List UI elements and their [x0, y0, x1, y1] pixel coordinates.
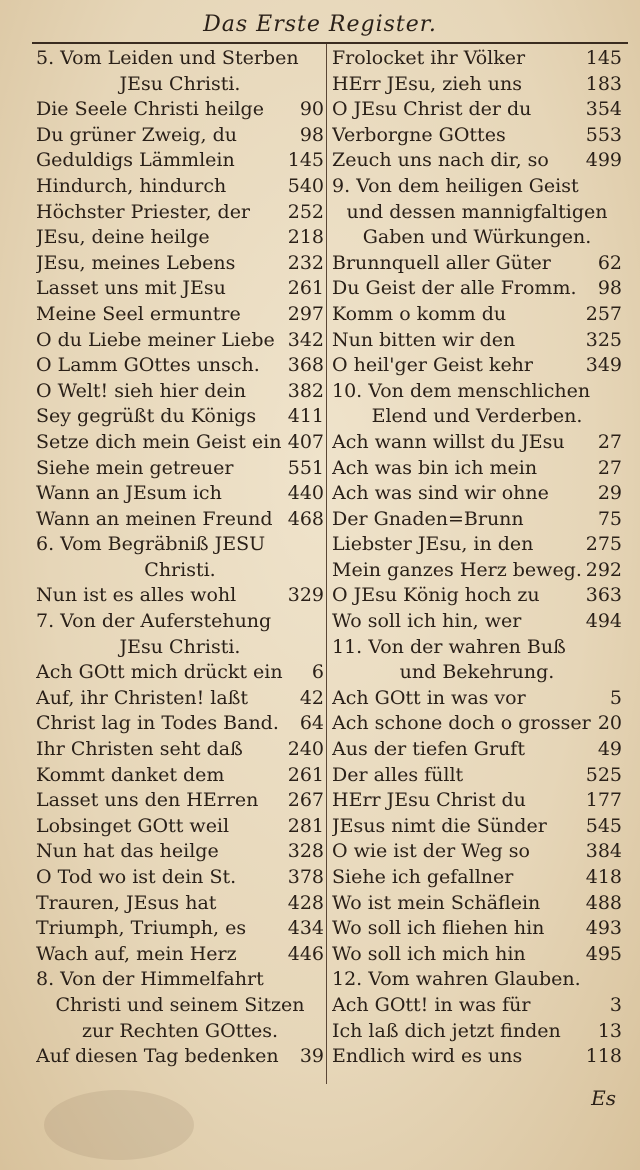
hymn-number: 145 [287, 149, 324, 172]
hymn-number: 64 [299, 712, 324, 735]
hymn-incipit: Mein ganzes Herz beweg. [332, 558, 582, 581]
index-entry [332, 251, 622, 277]
hymn-number: 411 [287, 405, 324, 428]
hymn-incipit: HErr JEsu, zieh uns [332, 72, 523, 95]
index-entry [36, 583, 324, 609]
hymn-incipit: Nun hat das heilge [36, 840, 219, 863]
index-entry [332, 481, 622, 507]
index-entry [332, 97, 622, 123]
hymn-number: 218 [287, 226, 324, 249]
hymn-number: 342 [287, 328, 324, 351]
hymn-number: 29 [597, 482, 622, 505]
heading-text: JEsu Christi. [119, 635, 241, 658]
heading-text: Gaben und Würkungen. [362, 226, 592, 249]
index-entry [36, 788, 324, 814]
index-entry [332, 609, 622, 635]
hymn-incipit: Ach GOtt in was vor [332, 686, 526, 709]
hymn-number: 428 [287, 891, 324, 914]
hymn-number: 267 [287, 789, 324, 812]
index-entry [36, 507, 324, 533]
index-entry [36, 711, 324, 737]
index-entry [332, 148, 622, 174]
catchword: Es [591, 1086, 616, 1110]
index-entry [36, 814, 324, 840]
heading-text: zur Rechten GOttes. [81, 1019, 278, 1042]
hymn-number: 363 [585, 584, 622, 607]
section-heading-continued [332, 225, 622, 251]
left-column [36, 46, 324, 1070]
index-entry [332, 1019, 622, 1045]
index-entry [332, 430, 622, 456]
index-entry [332, 46, 622, 72]
section-heading [332, 967, 622, 993]
hymn-number: 75 [597, 507, 622, 530]
hymn-incipit: Ach GOtt! in was für [332, 993, 531, 1016]
hymn-number: 118 [585, 1045, 622, 1068]
index-entry [36, 865, 324, 891]
section-heading-continued [36, 993, 324, 1019]
hymn-incipit: HErr JEsu Christ du [332, 789, 526, 812]
section-heading [36, 967, 324, 993]
index-entry [332, 558, 622, 584]
hymn-incipit: Wo soll ich fliehen hin [332, 917, 545, 940]
index-entry [332, 72, 622, 98]
index-entry [332, 456, 622, 482]
hymn-number: 39 [299, 1045, 324, 1068]
hymn-incipit: Sey gegrüßt du Königs [36, 405, 257, 428]
hymn-incipit: Setze dich mein Geist ein [36, 430, 282, 453]
heading-text: Christi. [144, 558, 216, 581]
hymn-number: 440 [287, 482, 324, 505]
index-entry [36, 251, 324, 277]
section-heading [332, 174, 622, 200]
index-entry [36, 200, 324, 226]
hymn-number: 62 [597, 251, 622, 274]
index-entry [332, 788, 622, 814]
index-entry [332, 993, 622, 1019]
hymn-number: 261 [287, 763, 324, 786]
hymn-number: 418 [585, 866, 622, 888]
hymn-number: 553 [585, 123, 622, 146]
index-entry [36, 839, 324, 865]
index-entry [332, 891, 622, 917]
index-entry [36, 686, 324, 712]
hymn-incipit: Kommt danket dem [36, 763, 225, 786]
hymn-number: 257 [585, 302, 622, 325]
hymn-number: 252 [287, 200, 324, 223]
hymn-incipit: Wach auf, mein Herz [36, 942, 237, 965]
hymn-incipit: JEsus nimt die Sünder [332, 814, 547, 837]
section-heading [332, 635, 622, 661]
index-entry [332, 814, 622, 840]
hymn-incipit: Frolocket ihr Völker [332, 47, 526, 69]
index-entry [36, 353, 324, 379]
hymn-number: 13 [597, 1019, 622, 1042]
hymn-incipit: Lasset uns den HErren [36, 789, 259, 812]
hymn-incipit: Liebster JEsu, in den [332, 533, 534, 556]
index-entry [36, 763, 324, 789]
index-entry [36, 481, 324, 507]
index-entry [36, 276, 324, 302]
hymn-number: 368 [287, 354, 324, 377]
section-heading [332, 379, 622, 405]
hymn-incipit: O Tod wo ist dein St. [36, 866, 237, 888]
hymn-number: 98 [597, 277, 622, 300]
hymn-number: 27 [597, 456, 622, 479]
hymn-incipit: Christ lag in Todes Band. [36, 712, 279, 735]
heading-text: Elend und Verderben. [371, 405, 583, 428]
section-heading-continued [332, 404, 622, 430]
hymn-incipit: Ach was sind wir ohne [332, 482, 549, 505]
hymn-incipit: Höchster Priester, der [36, 200, 251, 223]
index-entry [36, 660, 324, 686]
hymn-incipit: Aus der tiefen Gruft [332, 738, 525, 761]
index-entry [36, 404, 324, 430]
index-entry [36, 148, 324, 174]
heading-text: und Bekehrung. [399, 661, 555, 684]
section-heading-continued [36, 635, 324, 661]
index-entry [332, 763, 622, 789]
hymn-number: 5 [609, 686, 622, 709]
index-entry [36, 737, 324, 763]
hymn-incipit: Die Seele Christi heilge [36, 98, 264, 121]
hymn-incipit: Brunnquell aller Güter [332, 251, 551, 274]
hymn-incipit: JEsu, deine heilge [36, 226, 210, 249]
hymn-incipit: Der Gnaden=Brunn [332, 507, 524, 530]
hymn-incipit: O heil'ger Geist kehr [332, 354, 534, 377]
index-entry [332, 1044, 622, 1070]
hymn-number: 49 [597, 738, 622, 761]
hymn-number: 6 [311, 661, 324, 684]
hymn-number: 494 [585, 610, 622, 633]
hymn-number: 349 [585, 354, 622, 377]
index-entry [332, 302, 622, 328]
hymn-number: 98 [299, 123, 324, 146]
heading-text: und dessen mannigfaltigen [346, 200, 608, 223]
hymn-incipit: Geduldigs Lämmlein [36, 149, 235, 172]
hymn-incipit: Nun ist es alles wohl [36, 584, 237, 607]
hymn-number: 551 [287, 456, 324, 479]
hymn-incipit: Auf, ihr Christen! laßt [36, 686, 249, 709]
index-entry [332, 276, 622, 302]
index-entry [36, 916, 324, 942]
hymn-incipit: Ach GOtt mich drückt ein [36, 661, 283, 684]
index-entry [36, 328, 324, 354]
hymn-number: 329 [287, 584, 324, 607]
heading-text: 6. Vom Begräbniß JESU [36, 533, 266, 556]
hymn-number: 240 [287, 738, 324, 761]
hymn-incipit: Wann an JEsum ich [36, 482, 222, 505]
hymn-number: 540 [287, 174, 324, 197]
hymn-incipit: O Lamm GOttes unsch. [36, 354, 260, 377]
heading-text: 7. Von der Auferstehung [36, 610, 272, 633]
hymn-number: 446 [287, 942, 324, 965]
index-entry [36, 456, 324, 482]
heading-text: 11. Von der wahren Buß [332, 635, 566, 658]
hymn-incipit: Ach was bin ich mein [332, 456, 538, 479]
hymn-incipit: Wo soll ich mich hin [332, 942, 526, 965]
hymn-incipit: Du Geist der alle Fromm. [332, 277, 577, 300]
section-heading-continued [36, 72, 324, 98]
hymn-incipit: O Welt! sieh hier dein [36, 379, 246, 402]
hymn-incipit: O du Liebe meiner Liebe [36, 328, 275, 351]
ink-stain [44, 1090, 194, 1160]
hymn-incipit: O wie ist der Weg so [332, 840, 530, 863]
index-entry [332, 123, 622, 149]
hymn-number: 495 [585, 942, 622, 965]
index-entry [332, 328, 622, 354]
index-entry [36, 430, 324, 456]
hymn-number: 525 [585, 763, 622, 786]
hymn-incipit: Triumph, Triumph, es [36, 917, 247, 940]
hymn-incipit: Ach wann willst du JEsu [332, 430, 565, 453]
section-heading [36, 532, 324, 558]
hymn-number: 499 [585, 149, 622, 172]
heading-text: 8. Von der Himmelfahrt [36, 968, 264, 991]
index-entry [332, 737, 622, 763]
hymn-number: 378 [287, 866, 324, 888]
hymn-number: 261 [287, 277, 324, 300]
hymn-number: 145 [585, 47, 622, 69]
hymn-number: 297 [287, 302, 324, 325]
index-entry [332, 839, 622, 865]
hymn-number: 42 [299, 686, 324, 709]
section-heading [36, 46, 324, 72]
index-entry [332, 532, 622, 558]
hymn-number: 434 [287, 917, 324, 940]
hymn-number: 468 [287, 507, 324, 530]
hymn-number: 281 [287, 814, 324, 837]
hymn-incipit: Siehe mein getreuer [36, 456, 234, 479]
index-entry [36, 97, 324, 123]
index-entry [332, 686, 622, 712]
hymn-number: 275 [585, 533, 622, 556]
hymn-number: 183 [585, 72, 622, 95]
hymn-incipit: Ach schone doch o grosser [332, 712, 591, 735]
section-heading-continued [36, 558, 324, 584]
hymn-number: 488 [585, 891, 622, 914]
page-title: Das Erste Register. [203, 12, 437, 37]
column-divider [326, 44, 327, 1084]
index-entry [36, 1044, 324, 1070]
hymn-number: 177 [585, 789, 622, 812]
heading-text: 9. Von dem heiligen Geist [332, 174, 579, 197]
index-entry [36, 379, 324, 405]
hymn-incipit: Trauren, JEsus hat [36, 891, 217, 914]
section-heading [36, 609, 324, 635]
index-entry [332, 916, 622, 942]
hymn-number: 292 [585, 558, 622, 581]
index-entry [36, 302, 324, 328]
hymn-incipit: Nun bitten wir den [332, 328, 516, 351]
hymn-incipit: Der alles füllt [332, 763, 464, 786]
index-entry [36, 225, 324, 251]
index-entry [332, 942, 622, 968]
header-rule [32, 42, 628, 44]
hymn-incipit: Lasset uns mit JEsu [36, 277, 226, 300]
heading-text: 5. Vom Leiden und Sterben [36, 47, 299, 69]
hymn-incipit: Ihr Christen seht daß [36, 738, 243, 761]
hymn-incipit: O JEsu König hoch zu [332, 584, 540, 607]
index-entry [332, 865, 622, 891]
section-heading-continued [36, 1019, 324, 1045]
heading-text: 12. Vom wahren Glauben. [332, 968, 581, 991]
right-column [332, 46, 622, 1070]
heading-text: 10. Von dem menschlichen [332, 379, 591, 402]
hymn-number: 27 [597, 430, 622, 453]
hymn-number: 328 [287, 840, 324, 863]
hymn-number: 354 [585, 98, 622, 121]
index-entry [36, 123, 324, 149]
hymn-number: 407 [287, 430, 324, 453]
hymn-incipit: Meine Seel ermuntre [36, 302, 241, 325]
section-heading-continued [332, 200, 622, 226]
hymn-incipit: Ich laß dich jetzt finden [332, 1019, 561, 1042]
hymn-number: 90 [299, 98, 324, 121]
index-entry [332, 353, 622, 379]
index-entry [36, 891, 324, 917]
hymn-incipit: Zeuch uns nach dir, so [332, 149, 549, 172]
hymn-incipit: Lobsinget GOtt weil [36, 814, 230, 837]
hymn-incipit: Wann an meinen Freund [36, 507, 273, 530]
hymn-incipit: O JEsu Christ der du [332, 98, 532, 121]
hymn-incipit: Auf diesen Tag bedenken [36, 1045, 279, 1068]
heading-text: Christi und seinem Sitzen [55, 993, 305, 1016]
hymn-incipit: Hindurch, hindurch [36, 174, 227, 197]
hymn-incipit: Verborgne GOttes [332, 123, 506, 146]
index-entry [36, 174, 324, 200]
hymn-number: 384 [585, 840, 622, 863]
hymn-incipit: Endlich wird es uns [332, 1045, 523, 1068]
hymn-incipit: Wo ist mein Schäflein [332, 891, 541, 914]
hymn-number: 325 [585, 328, 622, 351]
hymn-incipit: Du grüner Zweig, du [36, 123, 238, 146]
index-entry [36, 942, 324, 968]
hymn-number: 232 [287, 251, 324, 274]
hymn-number: 493 [585, 917, 622, 940]
hymn-incipit: Komm o komm du [332, 302, 507, 325]
index-entry [332, 711, 622, 737]
hymn-incipit: Wo soll ich hin, wer [332, 610, 522, 633]
hymn-number: 382 [287, 379, 324, 402]
section-heading-continued [332, 660, 622, 686]
hymn-incipit: Siehe ich gefallner [332, 866, 514, 888]
hymn-number: 545 [585, 814, 622, 837]
index-entry [332, 507, 622, 533]
hymn-incipit: JEsu, meines Lebens [36, 251, 236, 274]
hymn-number: 3 [609, 993, 622, 1016]
heading-text: JEsu Christi. [119, 72, 241, 95]
hymn-number: 20 [597, 712, 622, 735]
index-entry [332, 583, 622, 609]
